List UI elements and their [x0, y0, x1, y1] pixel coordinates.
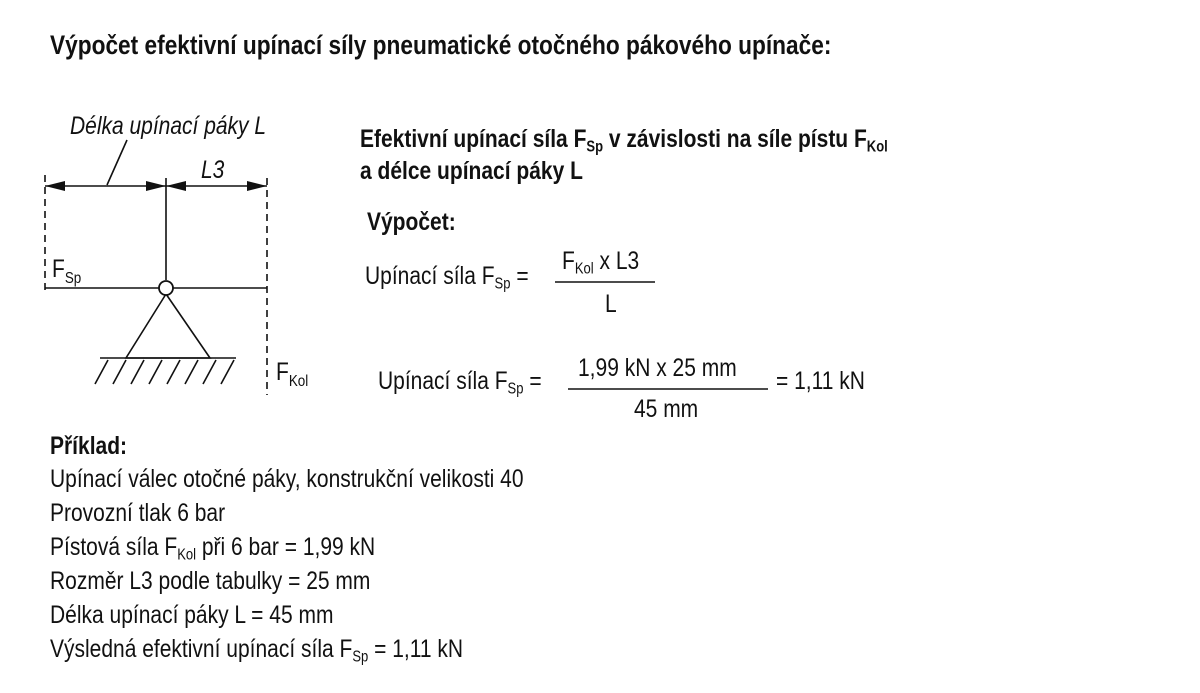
arrowhead-mid-in — [146, 181, 166, 191]
example-line-1: Upínací válec otočné páky, konstrukční velikosti 40 — [50, 465, 524, 493]
example-line-5: Délka upínací páky L = 45 mm — [50, 601, 334, 629]
section-title-line2: a délce upínací páky L — [360, 157, 583, 185]
formula-lhs: Upínací síla $F_{Sp}$ = — [365, 262, 529, 293]
example-formula-result: = 1,11 kN — [776, 367, 865, 395]
formula-denominator: L — [605, 290, 617, 318]
fsp-label: $F_{Sp}$ — [52, 254, 82, 288]
example-formula-denominator: 45 mm — [634, 395, 699, 423]
calc-heading: Výpočet: — [367, 208, 456, 236]
lever-length-label: Délka upínací páky L — [69, 111, 267, 140]
pivot-joint — [159, 281, 173, 295]
example-line-2: Provozní tlak 6 bar — [50, 499, 226, 527]
example-line-4: Rozměr L3 podle tabulky = 25 mm — [50, 567, 371, 595]
example-formula-lhs: Upínací síla $F_{Sp}$ = — [378, 367, 542, 398]
leader-line — [107, 140, 127, 185]
example-heading: Příklad: — [50, 432, 128, 460]
example-line-3: Pístová síla $F_{Kol}$ při 6 bar = 1,99 kN — [50, 533, 376, 564]
example-formula-numerator: 1,99 kN x 25 mm — [578, 354, 737, 382]
section-title-line1: Efektivní upínací síla $F_{Sp}$ v závislosti na síle pístu $F_{Kol}$ — [360, 125, 888, 156]
support-triangle — [126, 294, 210, 358]
arrowhead-right — [247, 181, 267, 191]
l3-label: L3 — [201, 155, 225, 184]
arrowhead-mid-out — [166, 181, 186, 191]
formula-numerator: $F_{Kol}$ x L3 — [562, 247, 640, 278]
fkol-label: $F_{Kol}$ — [276, 357, 309, 391]
example-line-6: Výsledná efektivní upínací síla $F_{Sp} = 1,11$ kN — [50, 635, 464, 666]
page-title: Výpočet efektivní upínací síly pneumatické otočného pákového upínače: — [50, 30, 832, 60]
ground-hatching — [95, 360, 234, 384]
arrowhead-left — [45, 181, 65, 191]
